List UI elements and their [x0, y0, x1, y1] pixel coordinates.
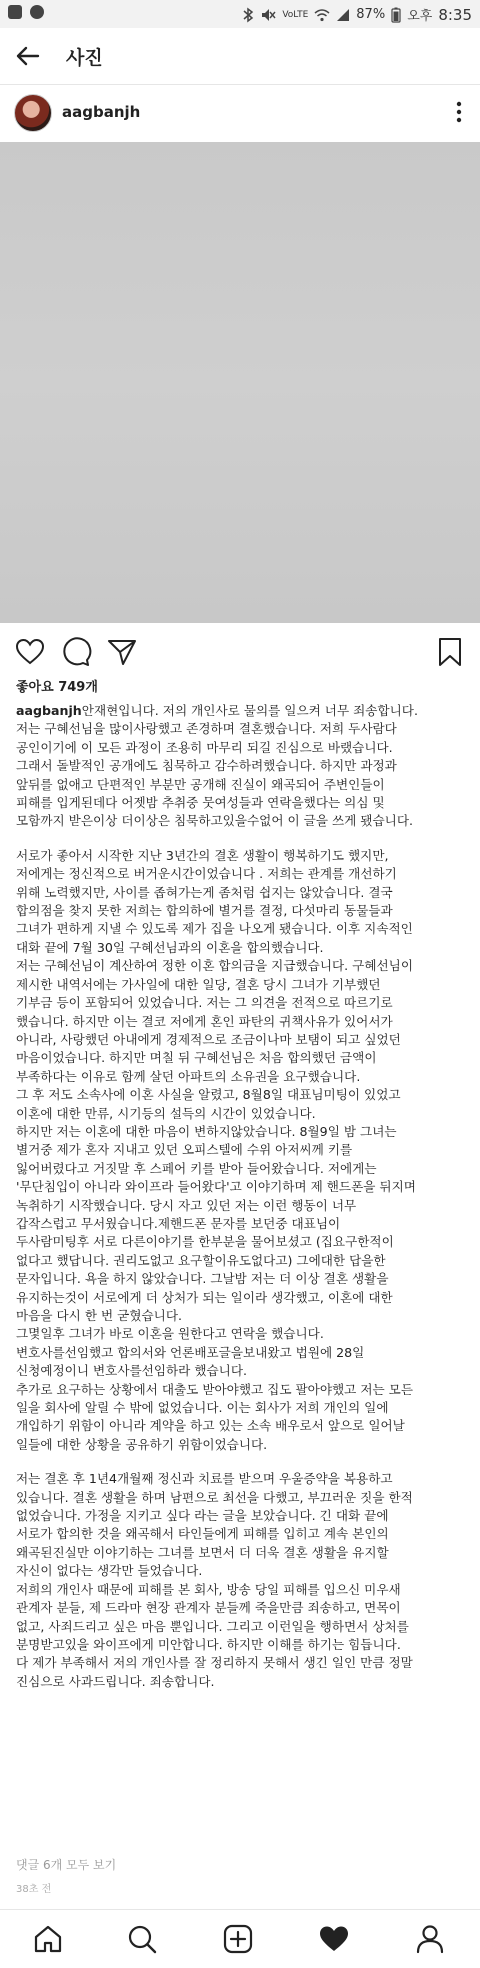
caption-line: 별거중 제가 혼자 지내고 있던 오피스텔에 수위 아저씨께 키를 — [16, 1142, 353, 1158]
caption-line: 신청예정이니 변호사를선임하라 했습니다. — [16, 1363, 247, 1379]
bookmark-icon[interactable] — [434, 636, 466, 668]
avatar[interactable] — [14, 94, 52, 132]
caption-line: 그 후 저도 소속사에 이혼 사실을 알렸고, 8월8일 대표님미팅이 있었고 — [16, 1087, 401, 1103]
caption-line: 일을 회사에 알릴 수 밖에 없었습니다. 이는 회사가 저희 개인의 일에 — [16, 1400, 389, 1416]
caption-line: 마음이었습니다. 하지만 며칠 뒤 구혜선님은 처음 합의했던 금액이 — [16, 1050, 377, 1066]
caption-line: 잃어버렸다고 거짓말 후 스페어 키를 받아 들어왔습니다. 저에게는 — [16, 1160, 377, 1176]
caption-line: 일들에 대한 상황을 공유하기 위함이었습니다. — [16, 1436, 268, 1452]
clock: 8:35 — [438, 5, 472, 24]
caption-line: 저는 구혜선님이 계산하여 정한 이혼 합의금을 지급했습니다. 구혜선님이 — [16, 958, 413, 974]
caption-line: 없고, 사죄드리고 싶은 마음 뿐입니다. 그리고 이런일을 행하면서 상처를 — [16, 1618, 409, 1634]
caption-line: 없다고 했답니다. 권리도없고 요구할이유도없다고) 그에대한 답을한 — [16, 1252, 386, 1268]
caption-line: 모함까지 받은이상 더이상은 침묵하고있을수없어 이 글을 쓰게 됐습니다. — [16, 813, 413, 829]
caption-line: 합의점을 찾지 못한 저희는 합의하에 별거를 결정, 다섯마리 동물들과 — [16, 903, 393, 919]
caption-line: 녹취하기 시작했습니다. 당시 자고 있던 저는 이런 행동이 너무 — [16, 1197, 357, 1213]
caption-line: 기부금 등이 포함되어 있었습니다. 저는 그 의견을 전적으로 따르기로 — [16, 995, 393, 1011]
likes-count[interactable]: 좋아요 749개 — [16, 680, 98, 695]
caption-line: 그래서 돌발적인 공개에도 침묵하고 감수하려했습니다. 하지만 과정과 — [16, 758, 397, 774]
gallery-notification-icon — [8, 5, 22, 19]
caption-line: 유지하는것이 서로에게 더 상처가 되는 일이라 생각했고, 이혼에 대한 — [16, 1289, 393, 1305]
caption-line: 피해를 입게된데다 어젯밤 추취중 뭇여성들과 연락을했다는 의심 및 — [16, 795, 385, 811]
caption-paragraph-3 — [16, 1470, 466, 1691]
profile-icon[interactable] — [414, 1923, 446, 1955]
caption-line: 분명받고있을 와이프에게 미안합니다. 하지만 이해를 하기는 힘듭니다. — [16, 1636, 401, 1652]
volte-icon: VoLTE — [282, 9, 309, 20]
status-left — [8, 5, 44, 19]
battery-icon — [391, 7, 401, 23]
activity-heart-icon[interactable] — [318, 1923, 350, 1955]
caption-line: 저는 구혜선님을 많이사랑했고 존경하며 결혼했습니다. 저희 두사람다 — [16, 721, 397, 737]
caption-line: 왜곡된진실만 이야기하는 그녀를 보면서 더 더욱 결혼 생활을 유지할 — [16, 1544, 389, 1560]
home-icon[interactable] — [32, 1923, 64, 1955]
caption-line: '무단침입이 아니라 와이프라 들어왔다'고 이야기하며 제 핸드폰을 뒤지며 — [16, 1179, 416, 1195]
caption-line: 부족하다는 이유로 함께 살던 아파트의 소유권을 요구했습니다. — [16, 1068, 361, 1084]
comment-icon[interactable] — [60, 636, 92, 668]
caption-line: 관계자 분들, 제 드라마 현장 관계자 분들께 죽을만큼 죄송하고, 면목이 — [16, 1600, 401, 1616]
caption-line: 대화 끝에 7월 30일 구혜선님과의 이혼을 합의했습니다. — [16, 939, 324, 955]
caption-line: 그몇일후 그녀가 바로 이혼을 원한다고 연락을 했습니다. — [16, 1326, 324, 1342]
heart-icon[interactable] — [14, 636, 46, 668]
caption-line: 이혼에 대한 만류, 시기등의 설득의 시간이 있었습니다. — [16, 1105, 316, 1121]
caption-line: 문자입니다. 욕을 하지 않았습니다. 그날밤 저는 더 이상 결혼 생활을 — [16, 1271, 389, 1287]
view-all-comments-link[interactable]: 댓글 6개 모두 보기 — [16, 1858, 117, 1872]
caption-line: 했습니다. 하지만 이는 결코 저에게 혼인 파탄의 귀책사유가 있어서가 — [16, 1013, 393, 1029]
caption-line: 자신이 없다는 생각만 들었습니다. — [16, 1563, 203, 1579]
bluetooth-icon — [242, 7, 254, 23]
add-post-icon[interactable] — [222, 1923, 254, 1955]
status-bar — [0, 0, 480, 28]
more-options-icon[interactable] — [456, 100, 462, 124]
caption-line: 하지만 저는 이혼에 대한 마음이 변하지않았습니다. 8월9일 밤 그녀는 — [16, 1123, 397, 1139]
caption-line: aagbanjh안재현입니다. 저의 개인사로 물의를 일으켜 너무 죄송합니다. — [16, 703, 418, 718]
mute-icon — [260, 7, 276, 23]
post-actions — [0, 630, 480, 674]
caption-line: 아니라, 사랑했던 아내에게 경제적으로 조금이나마 보탬이 되고 싶었던 — [16, 1031, 401, 1047]
app-bar — [0, 28, 480, 85]
time-period: 오후 — [407, 9, 433, 24]
paragraph-gap — [16, 831, 466, 847]
caption-line: 공인이기에 이 모든 과정이 조용히 마무리 되길 진심으로 바랬습니다. — [16, 739, 393, 755]
caption-line: 갑작스럽고 무서웠습니다.제핸드폰 문자를 보던중 대표님이 — [16, 1215, 341, 1231]
caption-line: 그녀가 편하게 지낼 수 있도록 제가 집을 나오게 됐습니다. 이후 지속적인 — [16, 921, 413, 937]
paragraph-gap — [16, 1454, 466, 1470]
caption-paragraph-2 — [16, 847, 466, 1454]
caption-line: 추가로 요구하는 상황에서 대출도 받아야했고 집도 팔아야했고 저는 모든 — [16, 1381, 413, 1397]
caption-username[interactable]: aagbanjh — [16, 703, 82, 718]
caption-line: 서로가 합의한 것을 왜곡해서 타인들에게 피해를 입히고 계속 본인의 — [16, 1526, 389, 1542]
signal-icon — [336, 8, 350, 22]
post-timestamp: 38초 전 — [16, 1884, 52, 1895]
chat-notification-icon — [30, 5, 44, 19]
caption-line: 없었습니다. 가정을 지키고 싶다 라는 글을 보았습니다. 긴 대화 끝에 — [16, 1508, 389, 1524]
caption-line: 있습니다. 결혼 생활을 하며 남편으로 최선을 다했고, 부끄러운 짓을 한적 — [16, 1489, 413, 1505]
caption-line: 앞뒤를 없애고 단편적인 부분만 공개해 진실이 왜곡되어 주변인들이 — [16, 776, 385, 792]
post-photo[interactable] — [0, 142, 480, 623]
post-header — [0, 88, 480, 140]
share-icon[interactable] — [106, 636, 138, 668]
caption-line: 변호사를선임했고 합의서와 언론배포글을보내왔고 법원에 28일 — [16, 1344, 365, 1360]
caption-line: 저에게는 정신적으로 버거운시간이었습니다 . 저희는 관계를 개선하기 — [16, 866, 397, 882]
post-username[interactable]: aagbanjh — [62, 103, 141, 121]
wifi-icon — [314, 8, 330, 22]
page-title: 사진 — [66, 47, 103, 69]
caption-line: 두사람미팅후 서로 다른이야기를 한부분을 물어보셨고 (집요구한적이 — [16, 1234, 394, 1250]
caption-line: 서로가 좋아서 시작한 지난 3년간의 결혼 생활이 행복하기도 했지만, — [16, 847, 389, 863]
caption-line: 제시한 내역서에는 가사일에 대한 일당, 결혼 당시 그녀가 기부했던 — [16, 976, 381, 992]
battery-level: 87% — [356, 7, 386, 22]
caption-line: 저희의 개인사 때문에 피해를 본 회사, 방송 당일 피해를 입으신 미우새 — [16, 1581, 401, 1597]
caption-line: 마음을 다시 한 번 굳혔습니다. — [16, 1308, 183, 1323]
caption-line: 개입하기 위함이 아니라 계약을 하고 있는 소속 배우로서 앞으로 일어날 — [16, 1418, 405, 1434]
status-right — [242, 5, 472, 24]
post-caption — [16, 702, 466, 1691]
caption-line: 위해 노력했지만, 사이를 좁혀가는게 좀처럼 쉽지는 않았습니다. 결국 — [16, 884, 393, 900]
back-arrow-icon[interactable] — [10, 38, 46, 74]
search-icon[interactable] — [126, 1923, 158, 1955]
caption-line: 진심으로 사과드립니다. 죄송합니다. — [16, 1673, 215, 1689]
bottom-navigation — [0, 1909, 480, 1968]
caption-line: 저는 결혼 후 1년4개월째 정신과 치료를 받으며 우울증약을 복용하고 — [16, 1471, 393, 1487]
caption-line: 다 제가 부족해서 저의 개인사를 잘 정리하지 못해서 생긴 일인 만큼 정말 — [16, 1655, 413, 1671]
caption-paragraph-1 — [16, 702, 466, 831]
